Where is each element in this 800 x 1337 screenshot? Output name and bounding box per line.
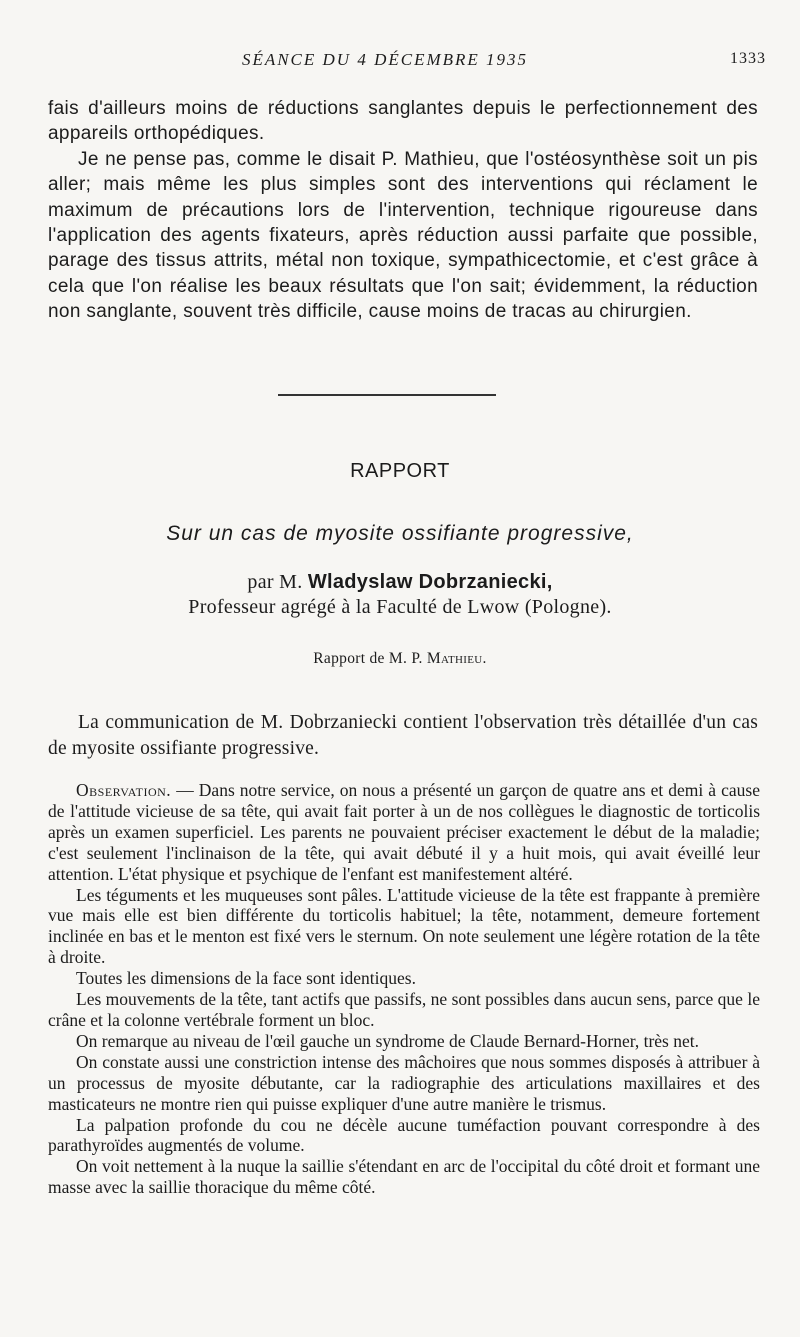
observation-label: Observation. — [76, 780, 172, 800]
intro-text — [48, 96, 758, 325]
observation-paragraph-8: On voit nettement à la nuque la saillie s'étendant en arc de l'occipital du côté droit et formant une masse avec la saillie thoracique du même côté. — [48, 1156, 760, 1198]
observation-paragraph-3: Toutes les dimensions de la face sont identiques. — [76, 968, 416, 989]
reporter-line — [0, 650, 800, 668]
observation-paragraph-4: Les mouvements de la tête, tant actifs que passifs, ne sont possibles dans aucun sens, parce que le crâne et la colonne vertébrale forment un bloc. — [48, 989, 760, 1030]
author-name: Wladyslaw Dobrzaniecki, — [307, 571, 553, 593]
page-number: 1333 — [730, 50, 766, 67]
reporter-name: Mathieu. — [426, 650, 487, 667]
section-heading: RAPPORT — [350, 460, 450, 482]
section-divider — [278, 394, 496, 396]
byline — [0, 571, 800, 594]
lead-text — [48, 710, 758, 762]
observation-first-text: — Dans notre service, on nous a présenté un garçon de quatre ans et demi à cause de l'attitude vicieuse de sa tête, qui avait fait porter à un de nos collègues le diagnostic de torticolis après un examen superficiel. Les parents ne pouvaient préciser exactement le début de la maladie; c'est seulement l'inclinaison de la tête, qui avait débuté il y a huit mois, qui avait éveillé leur attention. L'état physique et psychique de l'enfant est manifestement altéré. — [48, 780, 760, 884]
running-title: SÉANCE DU 4 DÉCEMBRE 1935 — [241, 50, 529, 69]
observation-paragraph-1 — [48, 780, 760, 885]
author-affiliation: Professeur agrégé à la Faculté de Lwow (Pologne). — [188, 596, 612, 618]
intro-paragraph-1: fais d'ailleurs moins de réductions sanglantes depuis le perfectionnement des appareils orthopédiques. — [48, 98, 758, 145]
observation-paragraph-6: On constate aussi une constriction intense des mâchoires que nous sommes disposés à attribuer à un processus de myosite débutante, car la radiographie des articulations maxillaires et des masticateurs ne montre rien qui puisse expliquer d'une autre manière le trismus. — [48, 1051, 760, 1114]
article-title: Sur un cas de myosite ossifiante progressive, — [166, 522, 634, 545]
observation-paragraph-5: On remarque au niveau de l'œil gauche un syndrome de Claude Bernard-Horner, très net. — [76, 1030, 699, 1051]
intro-paragraph-2: Je ne pense pas, comme le disait P. Mathieu, que l'ostéosynthèse soit un pis aller; mais même les plus simples sont des interventions qui réclament le maximum de précautions lors de l'intervention, technique rigoureuse dans l'application des agents fixateurs, après réduction aussi parfaite que possible, parage des tissus attrits, métal non toxique, sympathicectomie, et c'est grâce à cela que l'on réalise les beaux résultats que l'on sait; évidemment, la réduction non sanglante, souvent très difficile, cause moins de tracas au chirurgien. — [48, 148, 758, 323]
byline-prefix: par M. — [247, 571, 303, 593]
observation-paragraph-2: Les téguments et les muqueuses sont pâles. L'attitude vicieuse de la tête est frappante à première vue mais elle est bien différente du torticolis habituel; la tête, notamment, demeure fortement inclinée en bas et le menton est fixé vers le sternum. On note seulement une légère rotation de la tête à droite. — [48, 884, 760, 968]
reporter-prefix: Rapport de M. P. — [313, 650, 423, 667]
observation-text — [48, 780, 760, 1198]
lead-paragraph: La communication de M. Dobrzaniecki contient l'observation très détaillée d'un cas de myosite ossifiante progressive. — [48, 712, 758, 759]
observation-paragraph-7: La palpation profonde du cou ne décèle aucune tuméfaction pouvant correspondre à des parathyroïdes augmentés de volume. — [48, 1114, 760, 1156]
